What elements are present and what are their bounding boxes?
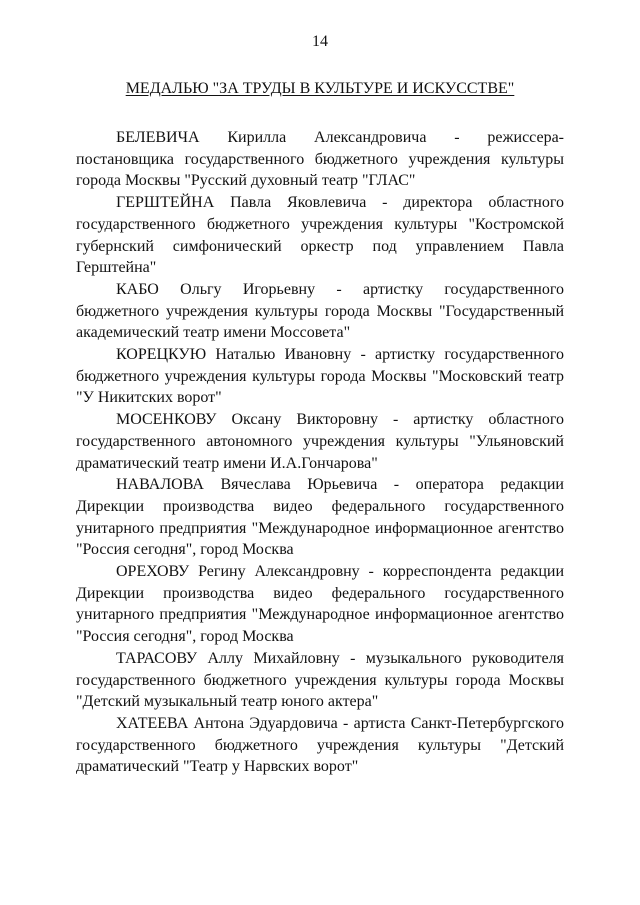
awardee-entry: ХАТЕЕВА Антона Эдуардовича - артиста Санкт-Петербургского государственного бюджетного учреждения культуры "Детский драматический "Театр у Нарвских ворот" xyxy=(76,714,564,776)
awardee-entry: КОРЕЦКУЮ Наталью Ивановну - артистку государственного бюджетного учреждения культуры города Москвы "Московский театр "У Никитских ворот" xyxy=(76,346,564,407)
awardee-entry: БЕЛЕВИЧА Кирилла Александровича - режиссера-постановщика государственного бюджетного учреждения культуры города Москвы "Русский духовный театр "ГЛАС" xyxy=(76,129,564,190)
awardee-entry: НАВАЛОВА Вячеслава Юрьевича - оператора редакции Дирекции производства видео федерального государственного унитарного предприятия "Международное информационное агентство "Россия сегодня", город Москва xyxy=(76,476,564,559)
awardee-list xyxy=(76,127,564,778)
awardee-entry: ТАРАСОВУ Аллу Михайловну - музыкального руководителя государственного бюджетного учреждения культуры города Москвы "Детский музыкальный театр юного актера" xyxy=(76,649,564,711)
awardee-entry: ОРЕХОВУ Регину Александровну - корреспондента редакции Дирекции производства видео федерального государственного унитарного предприятия "Международное информационное агентство "Россия сегодня", город Москва xyxy=(76,563,564,646)
section-heading-text: МЕДАЛЬЮ "ЗА ТРУДЫ В КУЛЬТУРЕ И ИСКУССТВЕ" xyxy=(125,80,515,97)
awardee-entry: ГЕРШТЕЙНА Павла Яковлевича - директора областного государственного бюджетного учреждения культуры "Костромской губернский симфонический оркестр под управлением Павла Герштейна" xyxy=(76,194,564,277)
section-heading xyxy=(0,79,640,99)
awardee-entry: МОСЕНКОВУ Оксану Викторовну - артистку областного государственного автономного учреждения культуры "Ульяновский драматический театр имени И.А.Гончарова" xyxy=(76,411,564,472)
awardee-entry: КАБО Ольгу Игорьевну - артистку государственного бюджетного учреждения культуры города Москвы "Государственный академический театр имени Моссовета" xyxy=(76,280,564,342)
page-number: 14 xyxy=(312,33,328,50)
